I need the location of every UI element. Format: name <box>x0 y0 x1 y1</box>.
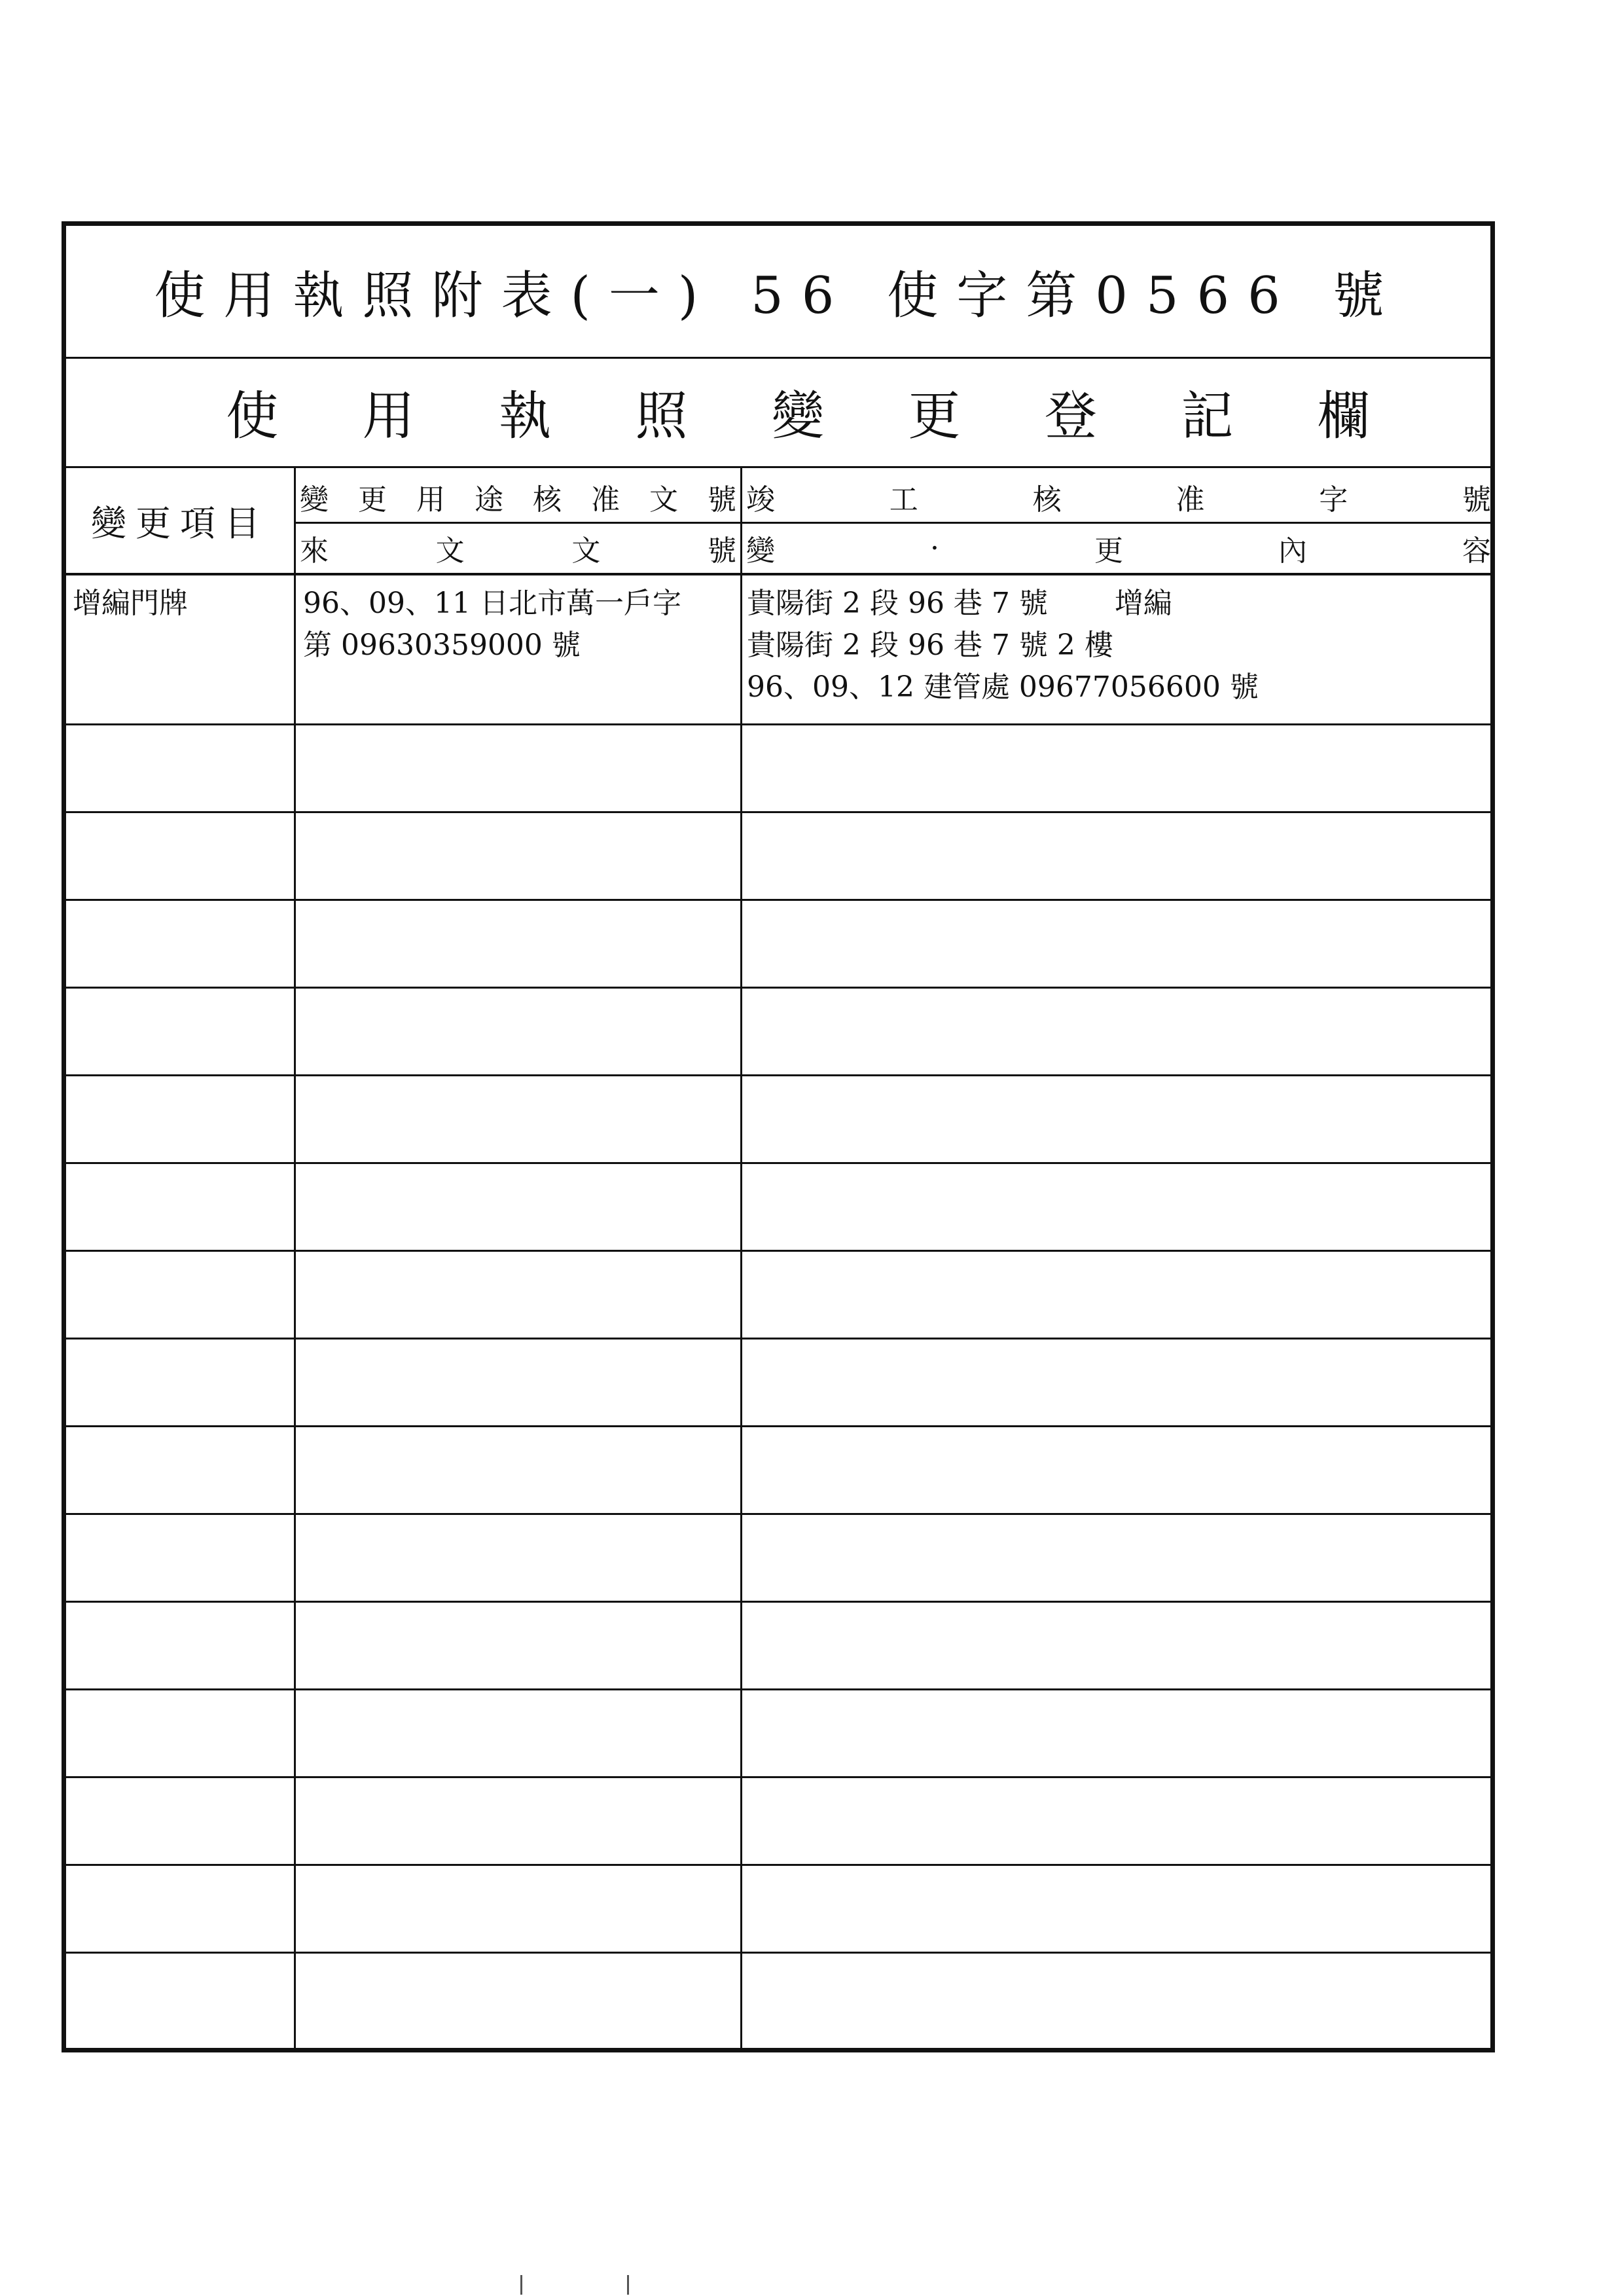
row-document-line: 第 09630359000 號 <box>303 629 581 662</box>
row-divider <box>66 1162 1490 1164</box>
subtitle-char: 記 <box>1181 386 1234 446</box>
header-char: 更 <box>358 483 387 517</box>
header-char: 號 <box>1462 483 1491 517</box>
subtitle-char: 變 <box>771 386 824 446</box>
header-char: 文 <box>649 483 678 517</box>
scan-mark <box>520 2275 522 2295</box>
header-completion-approval-no <box>742 473 1495 520</box>
row-divider <box>66 811 1490 813</box>
row-divider <box>66 1338 1490 1339</box>
subtitle-char: 執 <box>499 386 552 446</box>
header-divider <box>294 522 1490 524</box>
header-char: 文 <box>435 534 465 568</box>
row-divider <box>66 1425 1490 1427</box>
subtitle-char: 登 <box>1044 386 1097 446</box>
header-change-content <box>742 526 1495 570</box>
row-content-line: 貴陽街 2 段 96 巷 7 號 增編 <box>747 587 1172 620</box>
header-char: 內 <box>1278 534 1307 568</box>
header-char: 核 <box>1032 483 1062 517</box>
header-char: 變 <box>300 483 329 517</box>
subtitle-char: 使 <box>226 386 279 446</box>
form-title: 使用執照附表(一) 56 使字第0566 號 <box>66 226 1490 359</box>
row-divider <box>66 723 1490 725</box>
header-char: 途 <box>475 483 503 517</box>
row-divider <box>66 1864 1490 1866</box>
subtitle-char: 用 <box>362 386 415 446</box>
row-divider <box>66 987 1490 989</box>
header-char: 用 <box>416 483 445 517</box>
row-divider <box>66 1776 1490 1778</box>
usage-permit-form <box>62 221 1495 2052</box>
header-char: · <box>930 531 939 565</box>
column-divider <box>294 468 296 2048</box>
header-char: 核 <box>533 483 562 517</box>
row-content-line: 貴陽街 2 段 96 巷 7 號 2 樓 <box>747 629 1113 662</box>
row-divider <box>66 1952 1490 1954</box>
subtitle-char: 欄 <box>1317 386 1370 446</box>
header-char: 字 <box>1319 483 1348 517</box>
header-bottom-border <box>66 573 1490 575</box>
row-divider <box>66 1601 1490 1603</box>
row-divider <box>66 1074 1490 1076</box>
header-char: 容 <box>1462 534 1491 568</box>
header-char: 准 <box>591 483 620 517</box>
header-char: 工 <box>889 483 918 517</box>
header-char: 來 <box>300 534 329 568</box>
header-char: 更 <box>1094 534 1123 568</box>
row-divider <box>66 1250 1490 1252</box>
column-divider <box>740 468 742 2048</box>
header-incoming-doc-no <box>296 526 740 570</box>
row-divider <box>66 899 1490 901</box>
header-char: 變 <box>746 534 775 568</box>
header-char: 號 <box>708 483 736 517</box>
subtitle-char: 照 <box>635 386 688 446</box>
row-divider <box>66 1513 1490 1515</box>
header-approval-doc-no <box>296 473 740 520</box>
header-char: 竣 <box>746 483 775 517</box>
form-subtitle <box>66 357 1490 468</box>
row-content-line: 96、09、12 建管處 09677056600 號 <box>747 670 1259 704</box>
row-document-line: 96、09、11 日北市萬一戶字 <box>303 587 681 620</box>
header-char: 准 <box>1176 483 1205 517</box>
header-char: 號 <box>707 534 736 568</box>
header-char: 文 <box>571 534 601 568</box>
scan-mark <box>627 2275 629 2295</box>
subtitle-char: 更 <box>908 386 961 446</box>
header-change-item: 變更項目 <box>91 502 269 544</box>
row-divider <box>66 1688 1490 1690</box>
row-item: 增編門牌 <box>73 587 188 620</box>
